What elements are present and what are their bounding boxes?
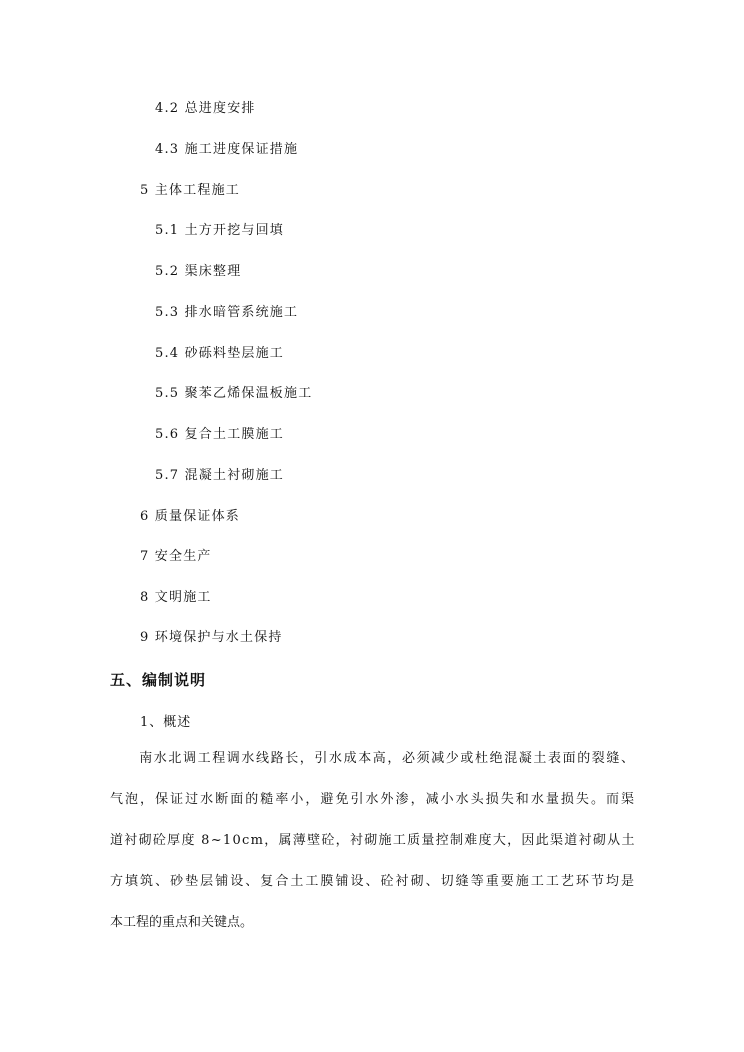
section-heading: 五、编制说明	[110, 671, 207, 689]
paragraph-line: 气泡，保证过水断面的糙率小，避免引水外渗，减小水头损失和水量损失。而渠	[110, 792, 637, 807]
toc-item: 7 安全生产	[140, 549, 212, 564]
toc-item: 5.7 混凝土衬砌施工	[155, 468, 285, 483]
paragraph-line: 道衬砌砼厚度 8~10cm，属薄壁砼，衬砌施工质量控制难度大，因此渠道衬砌从土	[110, 833, 636, 848]
toc-item: 5 主体工程施工	[140, 183, 241, 198]
toc-item: 9 环境保护与水土保持	[140, 630, 283, 645]
paragraph-line: 方填筑、砂垫层铺设、复合土工膜铺设、砼衬砌、切缝等重要施工工艺环节均是	[110, 874, 637, 889]
toc-item: 6 质量保证体系	[140, 509, 241, 524]
paragraph-line: 本工程的重点和关键点。	[110, 915, 254, 930]
paragraph-line: 南水北调工程调水线路长，引水成本高，必须减少或杜绝混凝土表面的裂缝、	[110, 751, 636, 766]
toc-item: 4.2 总进度安排	[155, 101, 256, 116]
toc-item: 5.1 土方开挖与回填	[155, 223, 285, 238]
toc-item: 5.4 砂砾料垫层施工	[155, 346, 285, 361]
toc-item: 5.5 聚苯乙烯保温板施工	[155, 386, 313, 401]
toc-item: 5.6 复合土工膜施工	[155, 427, 285, 442]
subsection-heading: 1、概述	[140, 715, 192, 730]
toc-item: 4.3 施工进度保证措施	[155, 142, 299, 157]
toc-item: 5.2 渠床整理	[155, 264, 242, 279]
toc-item: 5.3 排水暗管系统施工	[155, 305, 299, 320]
toc-item: 8 文明施工	[140, 590, 212, 605]
